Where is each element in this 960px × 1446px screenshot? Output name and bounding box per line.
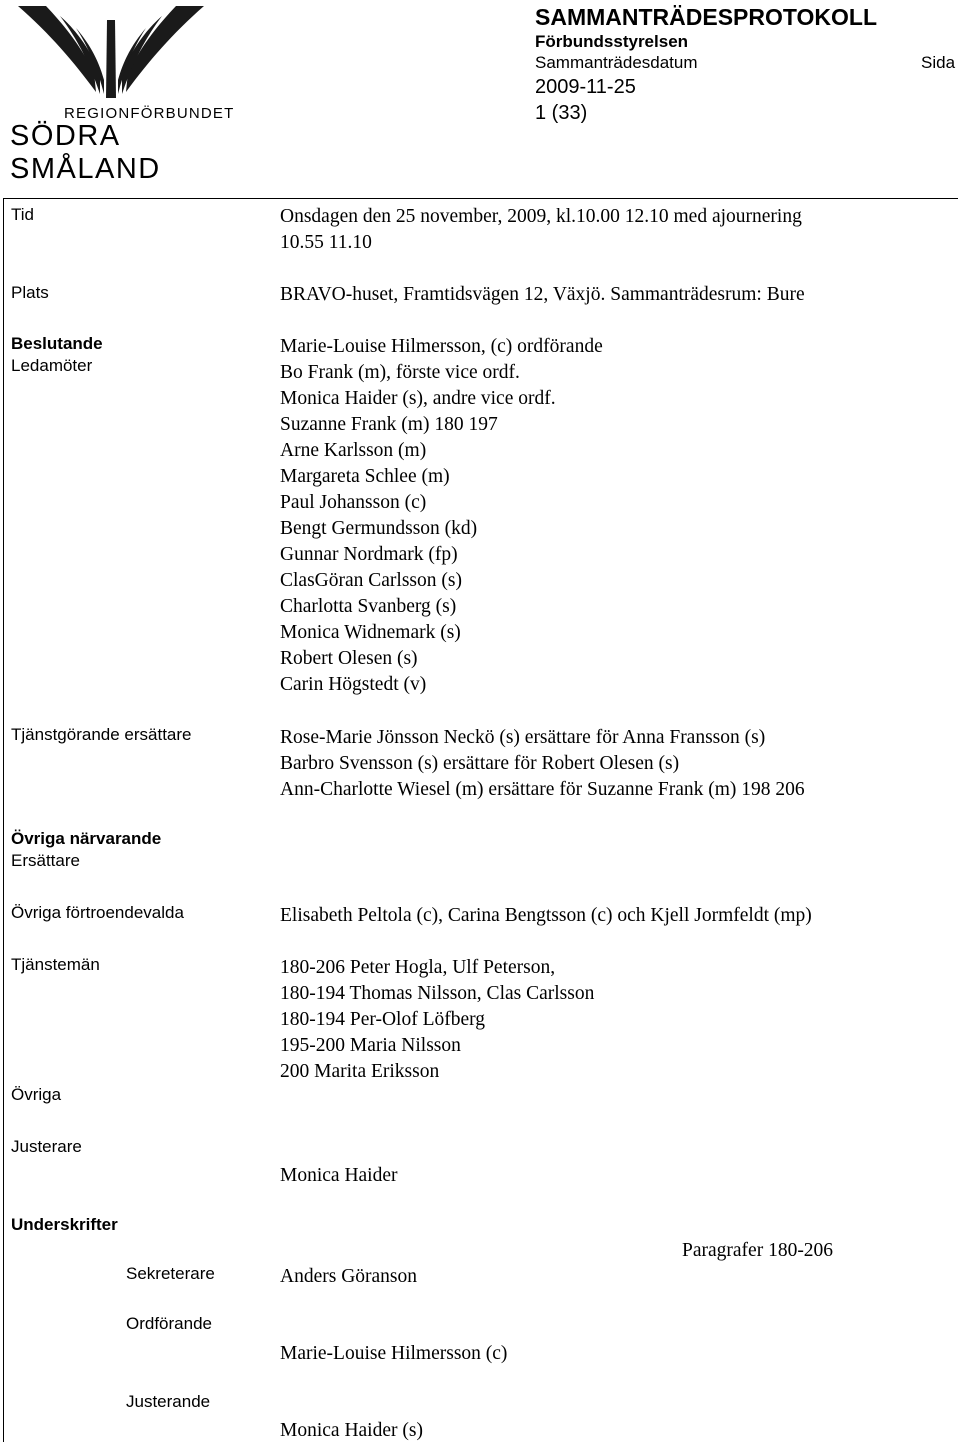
label-tid: Tid — [11, 205, 34, 224]
label-tjanstemän: Tjänstemän — [11, 955, 100, 974]
document-subtitle: Förbundsstyrelsen — [535, 32, 689, 51]
ledamot-item: ClasGöran Carlsson (s) — [280, 570, 462, 591]
document-title: SAMMANTRÄDESPROTOKOLL — [535, 4, 878, 30]
sekreterare-name: Anders Göranson — [280, 1266, 418, 1287]
page-number: 1 (33) — [535, 102, 588, 124]
label-ovriga-fortroendevalda: Övriga förtroendevalda — [11, 903, 184, 922]
ordforande-name: Marie-Louise Hilmersson (c) — [280, 1343, 508, 1364]
tjanstgorande-item: Barbro Svensson (s) ersättare för Robert Olesen (s) — [280, 753, 680, 774]
ledamot-item: Gunnar Nordmark (fp) — [280, 544, 458, 565]
ledamot-item: Bo Frank (m), förste vice ordf. — [280, 362, 520, 383]
tjansteman-item: 180-194 Per-Olof Löfberg — [280, 1009, 486, 1030]
justerande-value — [280, 1418, 423, 1444]
ledamot-item: Suzanne Frank (m) 180 197 — [280, 414, 498, 435]
ledamot-item: Monica Haider (s), andre vice ordf. — [280, 388, 556, 409]
ledamot-item: Marie-Louise Hilmersson, (c) ordförande — [280, 336, 603, 357]
tjansteman-item: 180-206 Peter Hogla, Ulf Peterson, — [280, 957, 556, 978]
justerare-value — [280, 1163, 398, 1189]
tjanstgorande-item: Ann-Charlotte Wiesel (m) ersättare för Suzanne Frank (m) 198 206 — [280, 779, 805, 800]
fortroendevalda-value — [280, 903, 812, 929]
label-justerande: Justerande — [126, 1392, 211, 1411]
logo-text-top: REGIONFÖRBUNDET — [64, 105, 235, 122]
ledamot-item: Bengt Germundsson (kd) — [280, 518, 478, 539]
ledamoter-list — [280, 334, 603, 698]
tjanstgorande-item: Rose-Marie Jönsson Neckö (s) ersättare för Anna Fransson (s) — [280, 727, 766, 748]
logo-text-bottom: SÖDRA SMÅLAND — [10, 120, 161, 185]
logo-emblem-icon — [8, 2, 208, 102]
fortroendevalda-line: Elisabeth Peltola (c), Carina Bengtsson (c) och Kjell Jormfeldt (mp) — [280, 905, 812, 926]
tid-value — [280, 204, 802, 256]
tid-line-2: 10.55 11.10 — [280, 232, 372, 253]
ledamot-item: Carin Högstedt (v) — [280, 674, 427, 695]
regionforbundet-logo — [8, 2, 235, 185]
tjansteman-item: 180-194 Thomas Nilsson, Clas Carlsson — [280, 983, 595, 1004]
justerare-name: Monica Haider — [280, 1165, 398, 1186]
plats-line: BRAVO-huset, Framtidsvägen 12, Växjö. Sammanträdesrum: Bure — [280, 284, 805, 305]
meeting-date: 2009-11-25 — [535, 76, 636, 98]
label-plats: Plats — [11, 283, 49, 302]
tjanstgorande-list — [280, 725, 805, 803]
tjanstemän-list — [280, 955, 594, 1085]
top-divider — [3, 198, 958, 199]
ledamot-item: Paul Johansson (c) — [280, 492, 427, 513]
tjansteman-item: 200 Marita Eriksson — [280, 1061, 440, 1082]
ledamot-item: Monica Widnemark (s) — [280, 622, 461, 643]
ledamot-item: Margareta Schlee (m) — [280, 466, 450, 487]
ledamot-item: Arne Karlsson (m) — [280, 440, 427, 461]
label-ovriga-narvarande: Övriga närvarande — [11, 829, 162, 848]
plats-value — [280, 282, 805, 308]
label-ledamoter: Ledamöter — [11, 356, 93, 375]
left-border — [3, 198, 4, 1442]
ordforande-value — [280, 1341, 507, 1367]
label-tjanstgorande: Tjänstgörande ersättare — [11, 725, 192, 744]
label-ersattare: Ersättare — [11, 851, 80, 870]
ledamot-item: Charlotta Svanberg (s) — [280, 596, 457, 617]
ledamot-item: Robert Olesen (s) — [280, 648, 418, 669]
page-label: Sida — [921, 53, 956, 72]
label-sekreterare: Sekreterare — [126, 1264, 215, 1283]
tjansteman-item: 195-200 Maria Nilsson — [280, 1035, 461, 1056]
tid-line-1: Onsdagen den 25 november, 2009, kl.10.00 12.10 med ajournering — [280, 206, 802, 227]
label-ordforande: Ordförande — [126, 1314, 212, 1333]
label-justerare: Justerare — [11, 1137, 82, 1156]
date-label: Sammanträdesdatum — [535, 53, 698, 72]
sekreterare-value — [280, 1264, 417, 1290]
paragrafer-value: Paragrafer 180-206 — [682, 1240, 834, 1261]
label-beslutande: Beslutande — [11, 334, 103, 353]
label-ovriga: Övriga — [11, 1085, 62, 1104]
label-underskrifter: Underskrifter — [11, 1215, 118, 1234]
justerande-name: Monica Haider (s) — [280, 1420, 423, 1441]
